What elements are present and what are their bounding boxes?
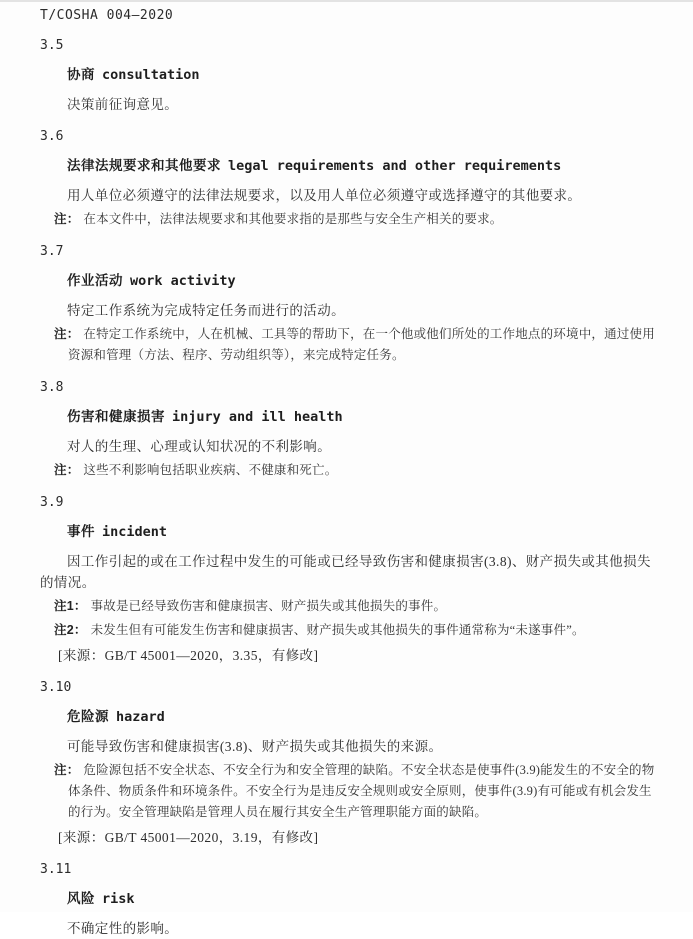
note-label: 注： (54, 763, 80, 777)
section-3-5 (40, 38, 659, 115)
note (54, 596, 659, 617)
section-number: 3.8 (40, 380, 64, 395)
term-definition: 特定工作系统为完成特定任务而进行的活动。 (67, 303, 345, 318)
section-3-6 (40, 129, 659, 230)
term-heading (67, 408, 659, 426)
note (54, 620, 659, 641)
source-reference: [来源：GB/T 45001—2020，3.35，有修改] (58, 648, 319, 663)
section-number: 3.7 (40, 244, 64, 259)
term-heading (67, 890, 659, 908)
term-english: consultation (102, 67, 200, 83)
term-definition: 用人单位必须遵守的法律法规要求，以及用人单位必须遵守或选择遵守的其他要求。 (67, 188, 582, 203)
term-heading (67, 523, 659, 541)
note-text: 在特定工作系统中，人在机械、工具等的帮助下，在一个他或他们所处的工作地点的环境中，通过使用资源和管理（方法、程序、劳动组织等），来完成特定任务。 (68, 327, 655, 362)
note-text: 危险源包括不安全状态、不安全行为和安全管理的缺陷。不安全状态是使事件(3.9)能发生的不安全的物体条件、物质条件和环境条件。不安全行为是违反安全规则或安全原则，使事件(3.9)有可能或有机会发生的行为。安全管理缺陷是管理人员在履行其安全生产管理职能方面的缺陷。 (68, 763, 655, 819)
section-number: 3.6 (40, 129, 64, 144)
term-definition: 对人的生理、心理或认知状况的不利影响。 (67, 439, 332, 454)
note-text: 未发生但有可能发生伤害和健康损害、财产损失或其他损失的事件通常称为“未遂事件”。 (90, 623, 585, 637)
note-label: 注2： (54, 623, 87, 637)
section-number: 3.9 (40, 495, 64, 510)
term-heading (67, 66, 659, 84)
section-3-11 (40, 862, 659, 939)
source-reference: [来源：GB/T 45001—2020，3.19，有修改] (58, 830, 319, 845)
term-chinese: 作业活动 (67, 273, 123, 288)
term-definition: 因工作引起的或在工作过程中发生的可能或已经导致伤害和健康损害(3.8)、财产损失或其他损失的情况。 (40, 554, 651, 590)
term-chinese: 危险源 (67, 709, 109, 724)
term-heading (67, 157, 659, 175)
note-label: 注1： (54, 599, 87, 613)
section-3-7 (40, 244, 659, 366)
term-english: hazard (116, 709, 165, 725)
term-definition: 不确定性的影响。 (67, 921, 179, 936)
term-chinese: 法律法规要求和其他要求 (67, 158, 221, 173)
note (54, 760, 659, 823)
document-page (0, 2, 693, 939)
section-number: 3.5 (40, 38, 64, 53)
section-3-9 (40, 495, 659, 666)
term-english: risk (102, 891, 135, 907)
section-3-8 (40, 380, 659, 481)
note-label: 注： (54, 212, 80, 226)
note-text: 这些不利影响包括职业疾病、不健康和死亡。 (83, 463, 338, 477)
section-number: 3.11 (40, 862, 72, 877)
term-heading (67, 272, 659, 290)
note (54, 209, 659, 230)
note (54, 324, 659, 366)
term-definition: 可能导致伤害和健康损害(3.8)、财产损失或其他损失的来源。 (67, 739, 443, 754)
section-3-10 (40, 680, 659, 848)
note-text: 在本文件中，法律法规要求和其他要求指的是那些与安全生产相关的要求。 (83, 212, 503, 226)
term-chinese: 协商 (67, 67, 95, 82)
term-chinese: 事件 (67, 524, 95, 539)
document-number-header: T/COSHA 004—2020 (40, 8, 174, 23)
term-english: injury and ill health (172, 409, 343, 425)
note-text: 事故是已经导致伤害和健康损害、财产损失或其他损失的事件。 (90, 599, 447, 613)
term-heading (67, 708, 659, 726)
note (54, 460, 659, 481)
term-definition: 决策前征询意见。 (67, 97, 179, 112)
section-number: 3.10 (40, 680, 72, 695)
term-chinese: 风险 (67, 891, 95, 906)
term-english: legal requirements and other requirements (228, 158, 562, 174)
term-english: incident (102, 524, 168, 540)
term-english: work activity (130, 273, 236, 289)
note-label: 注： (54, 327, 80, 341)
term-chinese: 伤害和健康损害 (67, 409, 165, 424)
note-label: 注： (54, 463, 80, 477)
